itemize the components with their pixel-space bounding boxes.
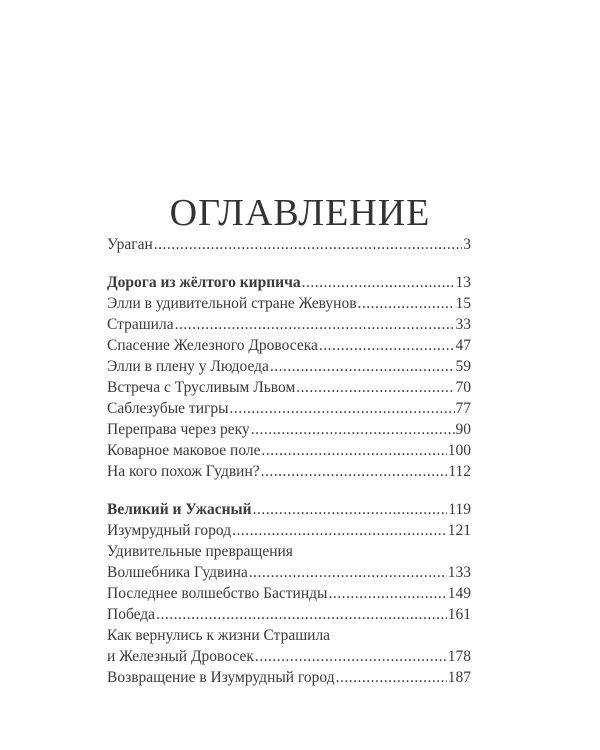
dot-leader	[175, 314, 455, 335]
dot-leader	[328, 583, 446, 604]
toc-entry-title: Великий и Ужасный	[107, 501, 252, 518]
toc-entry-title: Элли в удивительной стране Жевунов	[107, 295, 357, 312]
toc-entry-title-line1: Удивительные превращения	[107, 543, 293, 560]
toc-entry-title: Саблезубые тигры	[107, 400, 229, 417]
toc-entry-page: 33	[455, 316, 471, 333]
toc-entry-title: Последнее волшебство Бастинды	[107, 585, 328, 602]
toc-entry[interactable]	[107, 234, 471, 255]
toc-entry-page: 47	[455, 337, 471, 354]
toc-entry-title: Элли в плену у Людоеда	[107, 358, 269, 375]
dot-leader	[336, 667, 447, 688]
toc-entry-page: 112	[448, 463, 471, 480]
toc-entry[interactable]	[107, 583, 471, 604]
toc-entry[interactable]	[107, 335, 471, 356]
toc-entry-title: Победа	[107, 606, 156, 623]
dot-leader	[302, 272, 455, 293]
toc-entry-page: 187	[447, 669, 471, 686]
dot-leader	[319, 335, 455, 356]
toc-entry[interactable]	[107, 377, 471, 398]
section-gap	[107, 482, 471, 499]
toc-entry-page: 77	[455, 400, 471, 417]
toc-entry-page: 13	[455, 274, 471, 291]
dot-leader	[296, 377, 454, 398]
dot-leader	[358, 293, 455, 314]
toc-entry-title: Дорога из жёлтого кирпича	[107, 274, 301, 291]
toc-part-heading[interactable]	[107, 499, 471, 520]
toc-entry-page: 70	[455, 379, 471, 396]
toc-entry-title: Возвращение в Изумрудный город	[107, 669, 335, 686]
dot-leader	[270, 356, 455, 377]
toc-entry-title: Переправа через реку	[107, 421, 250, 438]
toc-entry-first-line[interactable]	[107, 541, 471, 562]
dot-leader	[251, 419, 455, 440]
toc-entry-page: 121	[447, 522, 471, 539]
toc-entry-title-line1: Как вернулись к жизни Страшила	[107, 627, 331, 644]
toc-entry[interactable]	[107, 604, 471, 625]
dot-leader	[249, 562, 447, 583]
toc-entry-page: 59	[455, 358, 471, 375]
toc-entry[interactable]	[107, 419, 471, 440]
toc-entry[interactable]	[107, 356, 471, 377]
toc-entry-page: 161	[447, 606, 471, 623]
dot-leader	[154, 234, 462, 255]
dot-leader	[156, 604, 447, 625]
toc-entry-title: и Железный Дровосек	[107, 648, 254, 665]
toc-entry[interactable]	[107, 520, 471, 541]
toc-entry[interactable]	[107, 293, 471, 314]
toc-entry[interactable]	[107, 646, 471, 667]
toc-entry-title: Волшебника Гудвина	[107, 564, 248, 581]
toc-entry-page: 3	[463, 236, 471, 253]
toc-entry[interactable]	[107, 314, 471, 335]
toc-entry-title: Страшила	[107, 316, 174, 333]
dot-leader	[255, 646, 447, 667]
toc-entry-title: Ураган	[107, 236, 153, 253]
toc-entry-title: Коварное маковое поле	[107, 442, 261, 459]
toc-entry[interactable]	[107, 461, 471, 482]
toc-entry[interactable]	[107, 667, 471, 688]
toc-entry[interactable]	[107, 562, 471, 583]
dot-leader	[253, 499, 448, 520]
toc-entry-title: Изумрудный город	[107, 522, 232, 539]
toc-entry-page: 178	[447, 648, 471, 665]
toc-entry-page: 100	[447, 442, 471, 459]
dot-leader	[261, 461, 448, 482]
toc-entry-title: Встреча с Трусливым Львом	[107, 379, 296, 396]
dot-leader	[232, 520, 447, 541]
toc-entry[interactable]	[107, 398, 471, 419]
table-of-contents	[107, 234, 471, 688]
section-gap	[107, 255, 471, 272]
toc-entry-title: Спасение Железного Дровосека	[107, 337, 318, 354]
toc-entry-page: 149	[447, 585, 471, 602]
toc-entry-page: 119	[448, 501, 471, 518]
toc-part-heading[interactable]	[107, 272, 471, 293]
page-title: ОГЛАВЛЕНИЕ	[169, 192, 431, 235]
toc-entry-first-line[interactable]	[107, 625, 471, 646]
toc-entry-title: На кого похож Гудвин?	[107, 463, 260, 480]
dot-leader	[262, 440, 447, 461]
toc-entry-page: 15	[455, 295, 471, 312]
toc-entry[interactable]	[107, 440, 471, 461]
toc-entry-page: 90	[455, 421, 471, 438]
dot-leader	[230, 398, 455, 419]
toc-entry-page: 133	[447, 564, 471, 581]
